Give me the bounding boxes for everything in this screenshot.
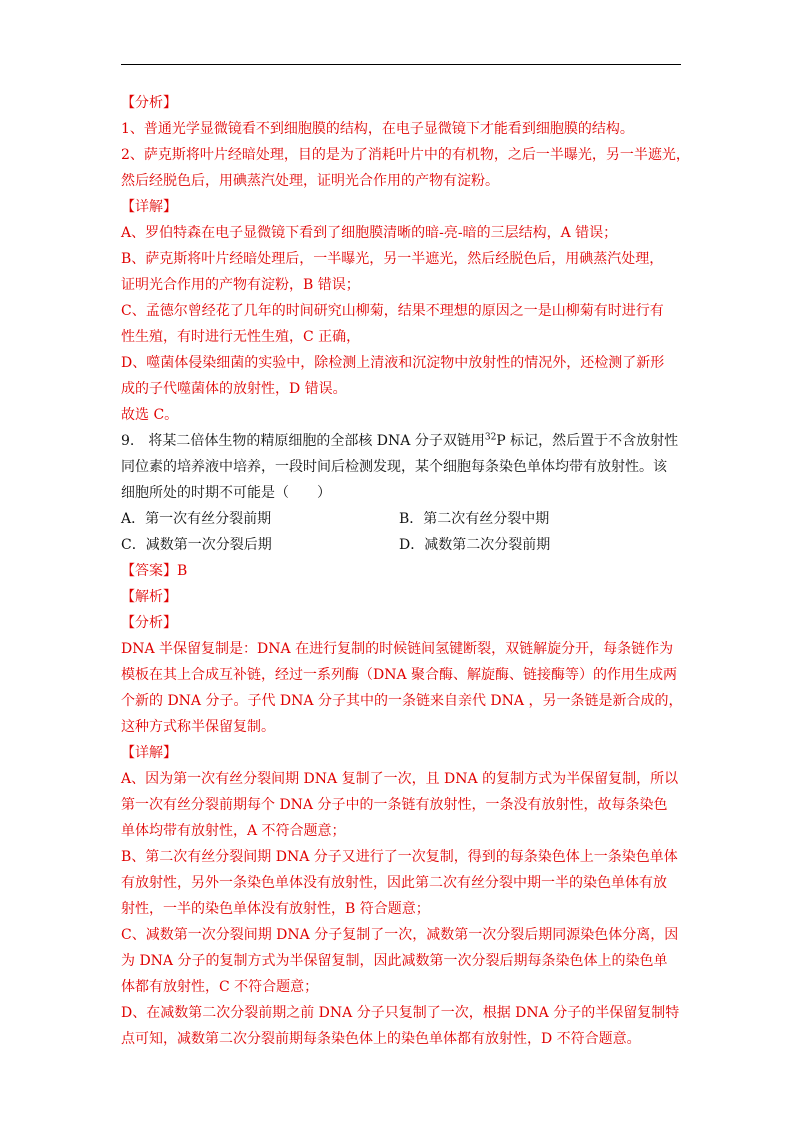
answer-value: B	[177, 563, 188, 579]
detail-line: 单体均带有放射性，A 不符合题意；	[121, 823, 346, 839]
question-number: 9.	[121, 433, 135, 449]
question-stem-line: 细胞所处的时期不可能是（ ）	[121, 485, 331, 501]
detail-line: 点可知，减数第二次分裂前期每条染色体上的染色单体都有放射性，D 不符合题意。	[121, 1031, 641, 1047]
detail-line: 射性，一半的染色单体没有放射性，B 符合题意；	[121, 901, 430, 917]
option-b: B．第二次有丝分裂中期	[399, 511, 550, 527]
answer-line	[121, 560, 187, 580]
question-text: P 标记，然后置于不含放射性	[496, 433, 679, 449]
analysis-line: 2、萨克斯将叶片经暗处理，目的是为了消耗叶片中的有机物，之后一半曝光，另一半遮光，	[121, 147, 690, 163]
detail-line: 性生殖，有时进行无性生殖，C 正确，	[121, 329, 361, 345]
analysis-line: 1、普通光学显微镜看不到细胞膜的结构，在电子显微镜下才能看到细胞膜的结构。	[121, 121, 634, 137]
detail-line: A、罗伯特森在电子显微镜下看到了细胞膜清晰的暗-亮-暗的三层结构，A 错误；	[121, 225, 618, 241]
header-rule	[121, 64, 681, 65]
detail-line: D、噬菌体侵染细菌的实验中，除检测上清液和沉淀物中放射性的情况外，还检测了新形	[121, 355, 665, 371]
detail-line: 成的子代噬菌体的放射性，D 错误。	[121, 381, 347, 397]
analysis-line: 个新的 DNA 分子。子代 DNA 分子其中的一条链来自亲代 DNA ，另一条链是新合成的，	[121, 693, 683, 709]
detail-line: A、因为第一次有丝分裂间期 DNA 复制了一次，且 DNA 的复制方式为半保留复制，所以	[121, 771, 679, 787]
question-stem-line: 同位素的培养液中培养，一段时间后检测发现，某个细胞每条染色单体均带有放射性。该	[121, 459, 667, 475]
detail-line: B、萨克斯将叶片经暗处理后，一半曝光，另一半遮光，然后经脱色后，用碘蒸汽处理，	[121, 251, 664, 267]
option-a: A．第一次有丝分裂前期	[121, 511, 272, 527]
detail-line: B、第二次有丝分裂间期 DNA 分子又进行了一次复制，得到的每条染色体上一条染色单体	[121, 849, 678, 865]
analysis-line: 然后经脱色后，用碘蒸汽处理，证明光合作用的产物有淀粉。	[121, 173, 499, 189]
detail-line: 体都有放射性，C 不符合题意；	[121, 979, 319, 995]
detail-header: 【详解】	[121, 745, 177, 761]
detail-line: 第一次有丝分裂前期每个 DNA 分子中的一条链有放射性，一条没有放射性，故每条染色	[121, 797, 668, 813]
detail-header: 【详解】	[121, 199, 177, 215]
isotope-superscript: 32	[484, 432, 497, 443]
explanation-label: 【解析】	[121, 589, 177, 605]
detail-line: D、在减数第二次分裂前期之前 DNA 分子只复制了一次，根据 DNA 分子的半保留复制特	[121, 1005, 680, 1021]
detail-line: C、减数第一次分裂间期 DNA 分子复制了一次，减数第一次分裂后期同源染色体分离，因	[121, 927, 679, 943]
option-d: D．减数第二次分裂前期	[399, 537, 551, 553]
analysis-line: DNA 半保留复制是：DNA 在进行复制的时候链间氢键断裂，双链解旋分开，每条链作为	[121, 641, 674, 657]
question-stem-line	[121, 430, 678, 450]
analysis-line: 这种方式称半保留复制。	[121, 719, 275, 735]
detail-line: 证明光合作用的产物有淀粉，B 错误；	[121, 277, 360, 293]
option-c: C．减数第一次分裂后期	[121, 537, 272, 553]
conclusion-line: 故选 C。	[121, 407, 179, 423]
detail-line: 有放射性，另外一条染色单体没有放射性，因此第二次有丝分裂中期一半的染色单体有放	[121, 875, 667, 891]
detail-line: 为 DNA 分子的复制方式为半保留复制，因此减数第一次分裂后期每条染色体上的染色单	[121, 953, 668, 969]
detail-line: C、孟德尔曾经花了几年的时间研究山柳菊，结果不理想的原因之一是山柳菊有时进行有	[121, 303, 664, 319]
question-text: 将某二倍体生物的精原细胞的全部核 DNA 分子双链用	[148, 433, 485, 449]
answer-header: 【答案】	[121, 563, 177, 579]
analysis-line: 模板在其上合成互补链，经过一系列酶（DNA 聚合酶、解旋酶、链接酶等）的作用生成两	[121, 667, 678, 683]
analysis-header: 【分析】	[121, 95, 177, 111]
analysis-header: 【分析】	[121, 615, 177, 631]
